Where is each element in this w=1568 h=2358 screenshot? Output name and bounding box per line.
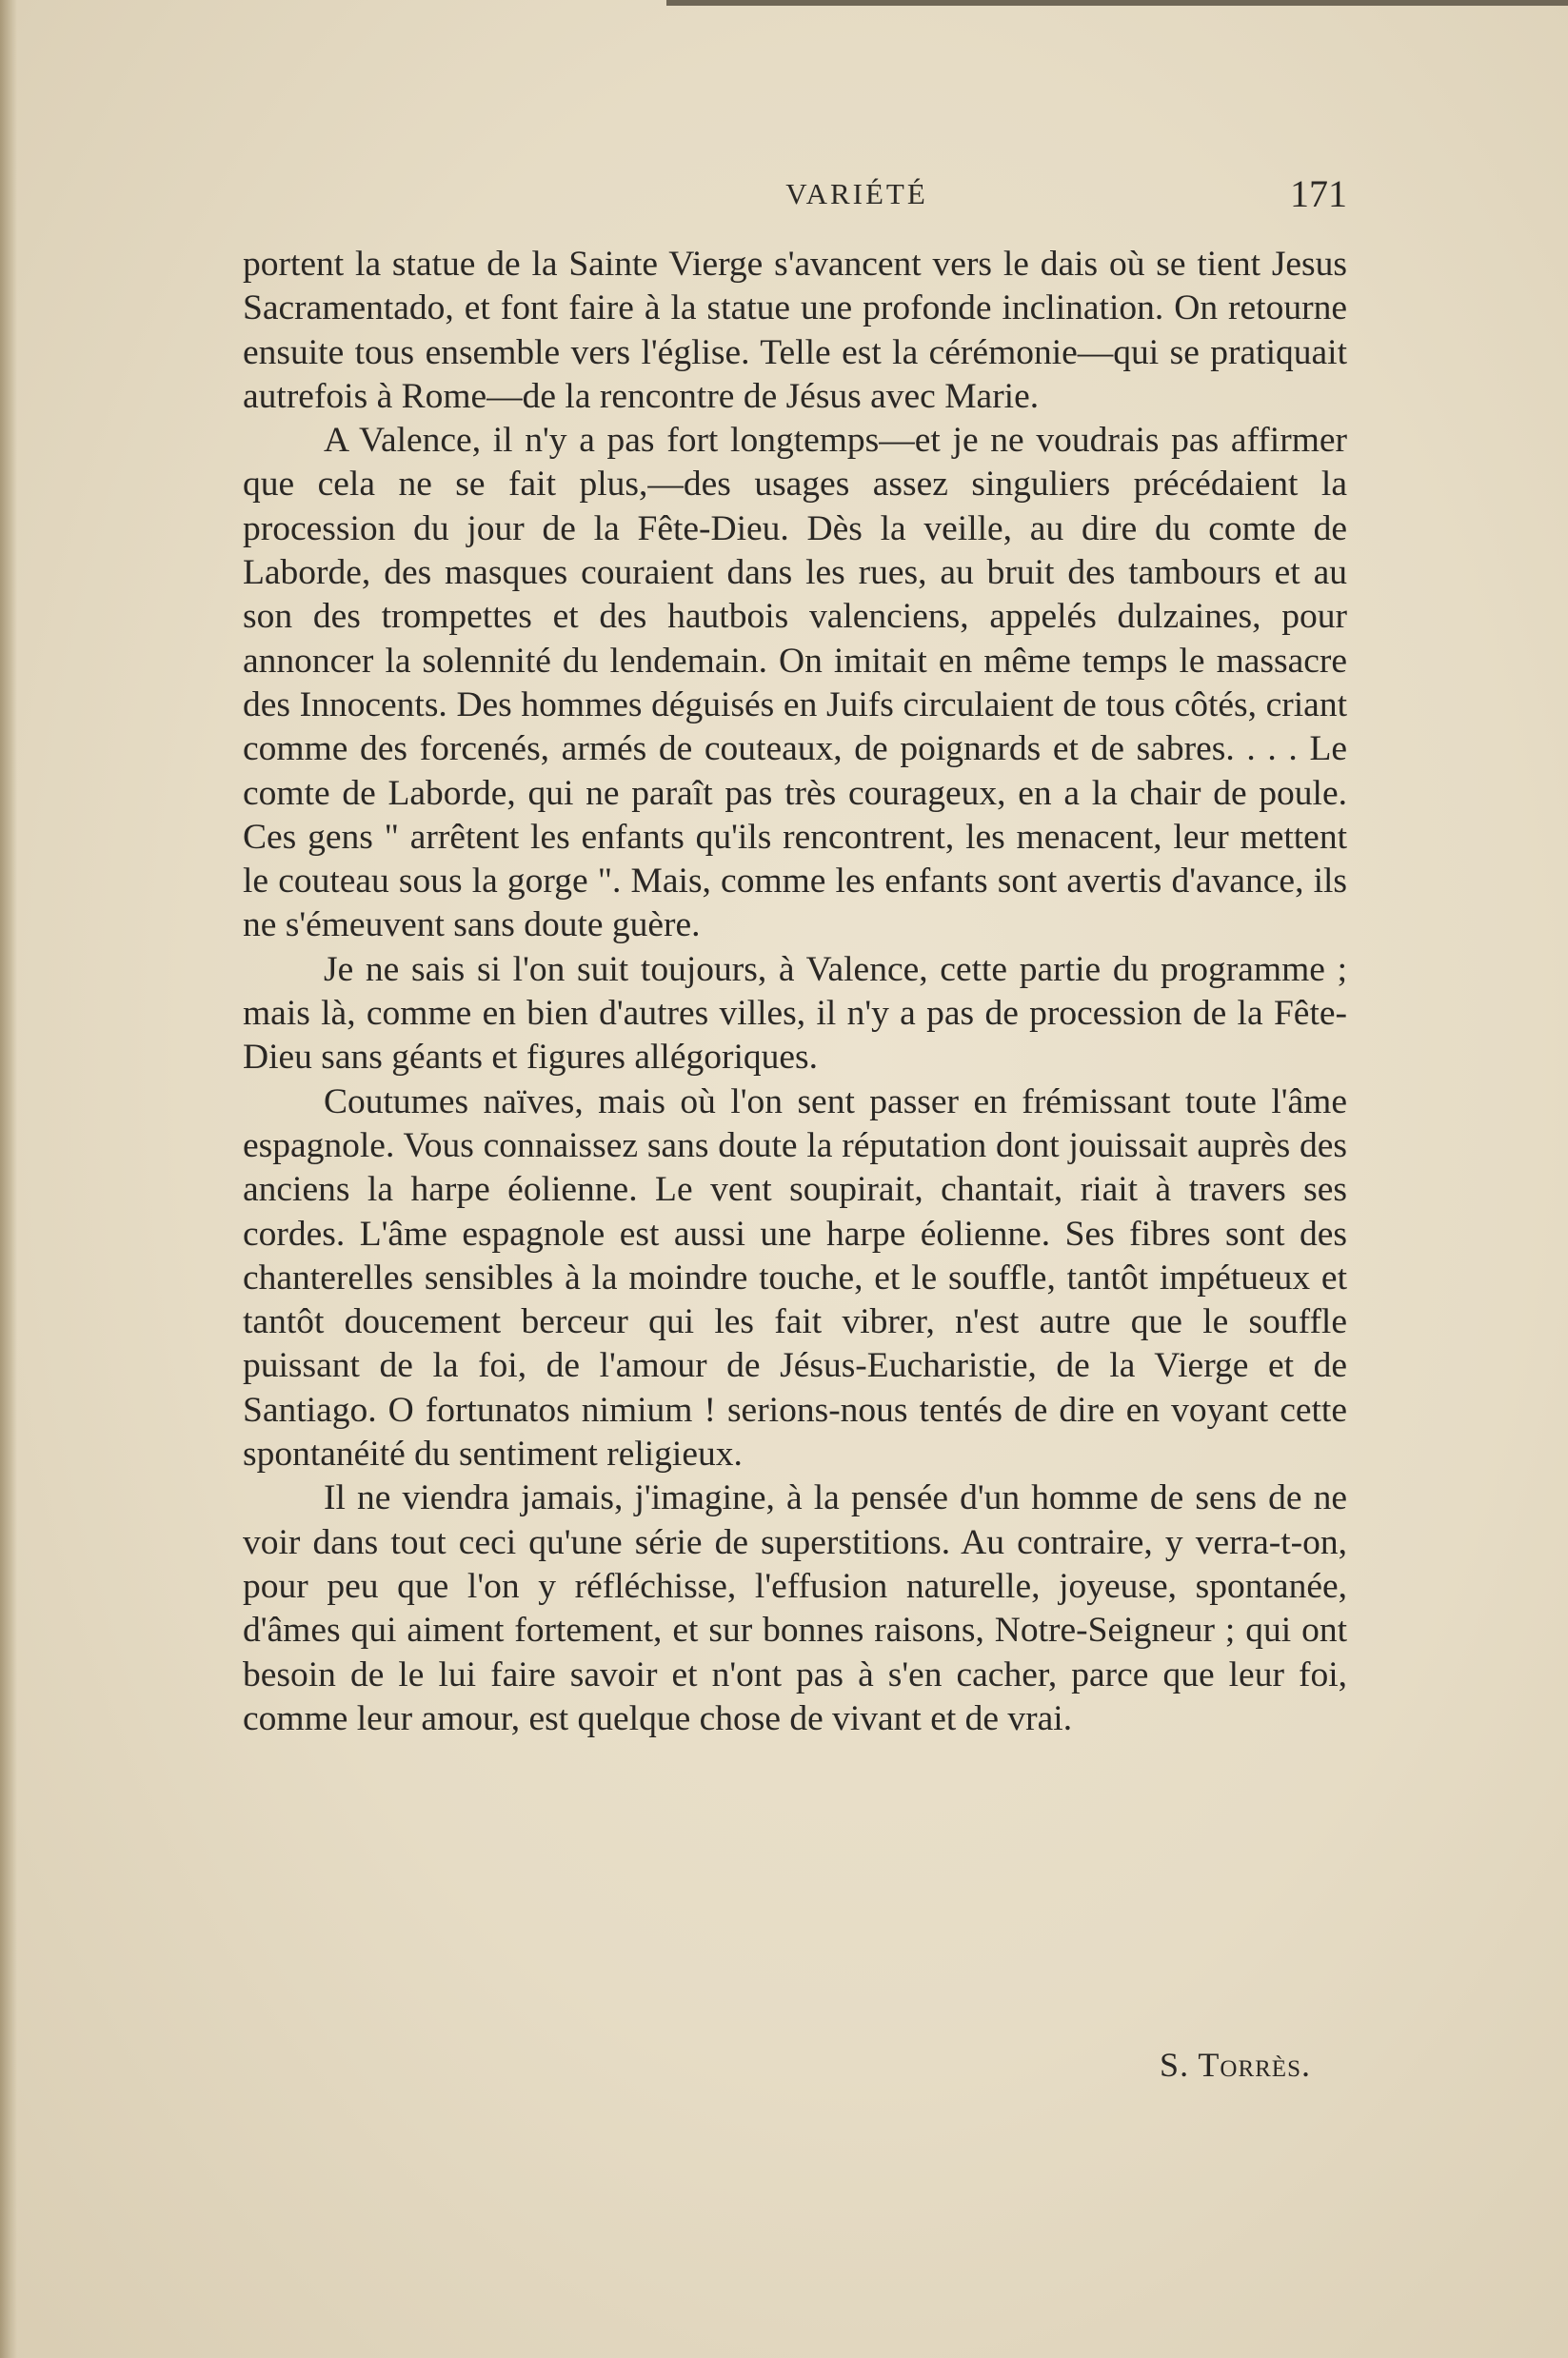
- paragraph: Coutumes naïves, mais où l'on sent passer en frémissant toute l'âme espagnole. Vous connaissez sans doute la réputation dont jouissait auprès des anciens la harpe éolienne. Le vent soupirait, chantait, riait à travers ses cordes. L'âme espagnole est aussi une harpe éolienne. Ses fibres sont des chanterelles sensibles à la moindre touche, et le souffle, tantôt impétueux et tantôt doucement berceur qui les fait vibrer, n'est autre que le souffle puissant de la foi, de l'amour de Jésus-Eucharistie, de la Vierge et de Santiago. O fortunatos nimium ! serions-nous tentés de dire en voyant cette spontanéité du sentiment religieux.: [243, 1081, 1347, 1475]
- paragraph: Il ne viendra jamais, j'imagine, à la pensée d'un homme de sens de ne voir dans tout ceci qu'une série de superstitions. Au contraire, y verra-t-on, pour peu que l'on y réfléchisse, l'effusion naturelle, joyeuse, spontanée, d'âmes qui aiment fortement, et sur bonnes raisons, Notre-Seigneur ; qui ont besoin de le lui faire savoir et n'ont pas à s'en cacher, parce que leur foi, comme leur amour, est quelque chose de vivant et de vrai.: [243, 1478, 1347, 1738]
- paragraph: Je ne sais si l'on suit toujours, à Valence, cette partie du programme ; mais là, comme en bien d'autres villes, il n'y a pas de procession de la Fête-Dieu sans géants et figures allégoriques.: [243, 949, 1347, 1078]
- paragraph: A Valence, il n'y a pas fort longtemps—et je ne voudrais pas affirmer que cela ne se fait plus,—des usages assez singuliers précédaient la procession du jour de la Fête-Dieu. Dès la veille, au dire du comte de Laborde, des masques couraient dans les rues, au bruit des tambours et au son des trompettes et des hautbois valenciens, appelés dulzaines, pour annoncer la solennité du lendemain. On imitait en même temps le massacre des Innocents. Des hommes déguisés en Juifs circulaient de tous côtés, criant comme des forcenés, armés de couteaux, de poignards et de sabres. . . . Le comte de Laborde, qui ne paraît pas très courageux, en a la chair de poule. Ces gens " arrêtent les enfants qu'ils rencontrent, les menacent, leur mettent le couteau sous la gorge ". Mais, comme les enfants sont avertis d'avance, ils ne s'émeuvent sans doute guère.: [243, 421, 1347, 945]
- page-header: [243, 171, 1347, 228]
- running-title: VARIÉTÉ: [785, 177, 928, 210]
- paragraph: portent la statue de la Sainte Vierge s'avancent vers le dais où se tient Jesus Sacramentado, et font faire à la statue une profonde inclination. On retourne ensuite tous ensemble vers l'église. Telle est la cérémonie—qui se pratiquait autrefois à Rome—de la rencontre de Jésus avec Marie.: [243, 245, 1347, 416]
- binding-gutter: [0, 0, 17, 2358]
- page-number: 171: [1290, 172, 1347, 215]
- body-text: [243, 243, 1347, 1741]
- author-signature: S. Torrès.: [1160, 2046, 1311, 2084]
- top-edge-rule: [666, 0, 1568, 6]
